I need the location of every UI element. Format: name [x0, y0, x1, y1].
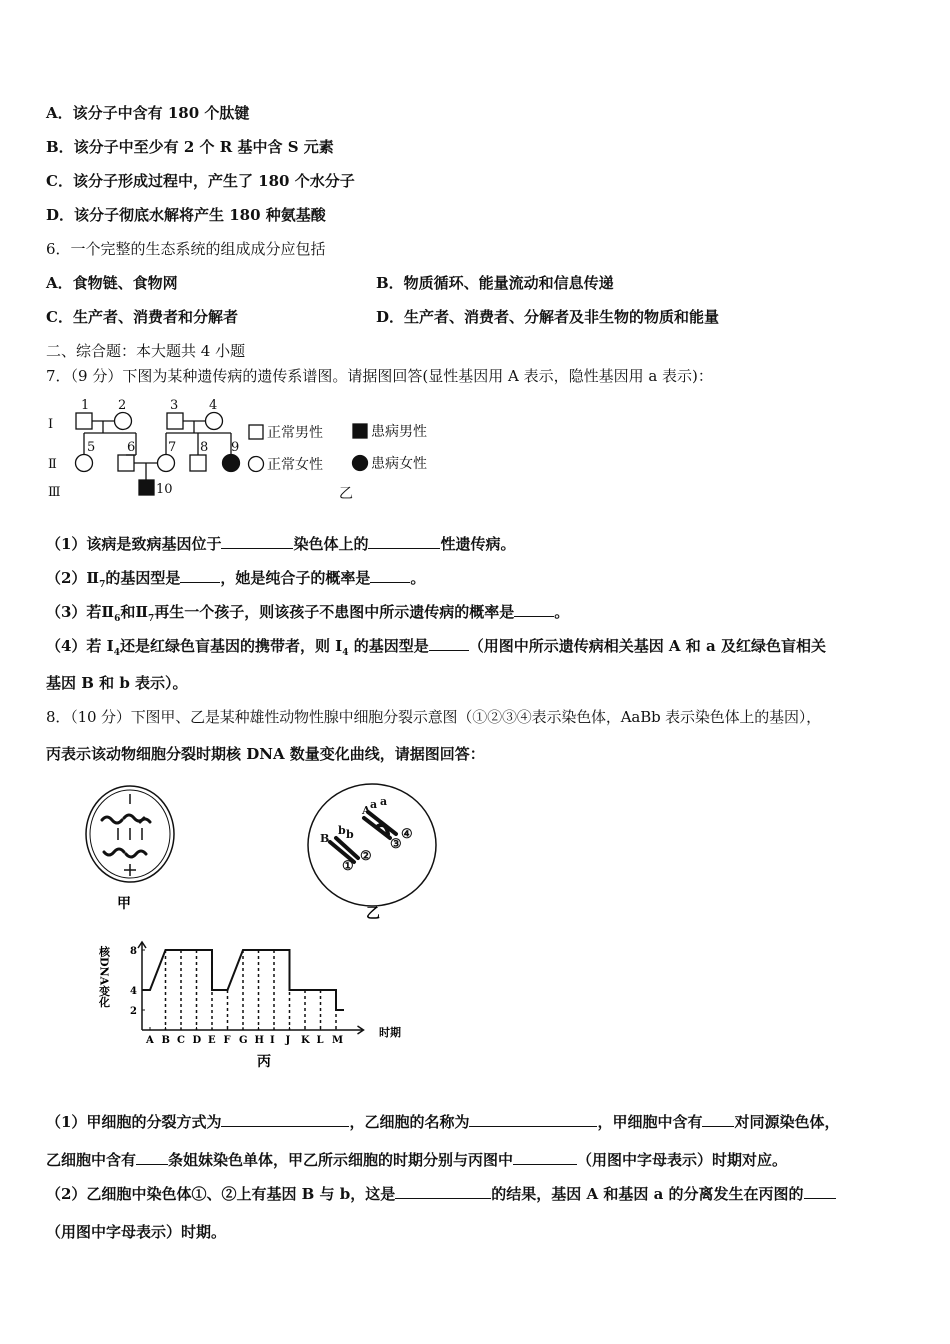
id-5: 5 [87, 440, 96, 455]
q8-stem-2: 丙表示该动物细胞分裂时期核 DNA 数量变化曲线，请据图回答： [46, 745, 485, 763]
q8-stem-1: 8．（10 分）下图甲、乙是某种雄性动物性腺中细胞分裂示意图（①②③④表示染色体，AaBb 表示染色体上的基因）， [46, 708, 822, 726]
q8-part2-cont: （用图中字母表示）时期。 [46, 1223, 227, 1241]
q6-option-a: A．食物链、食物网 [46, 274, 178, 292]
answer-blank[interactable] [221, 534, 293, 549]
q7-part2: $(2)Ⅱ_7$的基因型是 ，她是纯合子的概率是 。 [46, 569, 426, 590]
pedigree-individual-10 [139, 480, 154, 495]
section-heading: 二、综合题：本大题共 4 小题 [46, 342, 246, 360]
x-tick-label: M [332, 1035, 344, 1046]
pedigree-individual-4 [206, 413, 223, 430]
cell-figure-yi [302, 780, 442, 920]
x-tick-label: A [146, 1035, 154, 1046]
answer-blank[interactable] [136, 1150, 168, 1165]
answer-blank[interactable] [429, 636, 469, 651]
q6-option-d: D．生产者、消费者、分解者及非生物的物质和能量 [376, 308, 720, 326]
answer-blank[interactable] [513, 1150, 577, 1165]
q7-part1: （1）该病是致病基因位于 染色体上的 性遗传病。 [46, 535, 516, 553]
gene-label-b-lower-2: b [346, 828, 354, 841]
pedigree-individual-5 [76, 455, 93, 472]
legend-normal-female: 正常女性 [267, 457, 323, 473]
legend-affected-male-icon [353, 424, 367, 438]
legend-affected-female-icon [353, 456, 368, 471]
chromosome-label-2: ② [360, 849, 372, 864]
x-tick-label: I [270, 1035, 275, 1046]
legend-affected-female: 患病女性 [371, 456, 427, 472]
legend-affected-male: 患病男性 [371, 424, 427, 440]
pedigree-individual-1 [76, 413, 92, 429]
x-tick-label: C [177, 1035, 185, 1046]
q6-stem: 6．一个完整的生态系统的组成成分应包括 [46, 240, 326, 258]
y-tick-label: 2 [130, 1006, 137, 1017]
chromosome-label-1: ① [342, 859, 354, 874]
q5-option-b: B．该分子中至少有 2 个 R 基中含 S 元素 [46, 138, 334, 156]
answer-blank[interactable] [180, 568, 220, 583]
q5-option-a: A．该分子中含有 180 个肽键 [46, 104, 250, 122]
q8-part2: （2）乙细胞中染色体①、②上有基因 B 与 b，这是 的结果，基因 A 和基因 a 的分离发生在丙图的 [46, 1184, 836, 1204]
answer-blank[interactable] [370, 568, 410, 583]
answer-blank[interactable] [514, 602, 554, 617]
legend-normal-male-icon [249, 425, 263, 439]
pedigree-individual-6 [118, 455, 134, 471]
x-tick-label: J [285, 1035, 291, 1046]
id-6: 6 [127, 440, 136, 455]
answer-blank[interactable] [368, 534, 440, 549]
pedigree-individual-9 [223, 455, 240, 472]
x-tick-label: E [208, 1035, 216, 1046]
q8-part1: （1）甲细胞的分裂方式为 ，乙细胞的名称为 ，甲细胞中含有 对同源染色体， [46, 1113, 840, 1131]
pedigree-individual-3 [167, 413, 183, 429]
x-tick-label: L [316, 1035, 324, 1046]
fig-bing-caption: 丙 [257, 1054, 271, 1070]
answer-blank[interactable] [221, 1112, 349, 1127]
id-4: 4 [209, 398, 218, 413]
pedigree-caption: 乙 [339, 486, 353, 502]
id-9: 9 [231, 440, 240, 455]
gene-label-b-lower-1: b [338, 824, 346, 837]
x-tick-label: G [239, 1035, 248, 1046]
pedigree-individual-7 [158, 455, 175, 472]
fig-jia-caption: 甲 [117, 896, 131, 912]
pedigree-individual-2 [115, 413, 132, 430]
cell-figure-jia [80, 784, 180, 914]
id-8: 8 [200, 440, 209, 455]
q7-stem: 7．（9 分）下图为某种遗传病的遗传系谱图。请据图回答(显性基因用 A 表示，隐性基因用 a 表示)： [46, 367, 713, 385]
gen-label-2: Ⅱ [48, 457, 57, 472]
chromosome-label-4: ④ [401, 827, 413, 842]
q8-part1-cont: 乙细胞中含有 条姐妹染色单体，甲乙所示细胞的时期分别与丙图中 （用图中字母表示）时期对应。 [46, 1151, 788, 1169]
gene-label-a-lower-1: a [370, 798, 378, 811]
gene-label-a-lower-2: a [380, 795, 388, 808]
answer-blank[interactable] [469, 1112, 597, 1127]
q5-option-d: D．该分子彻底水解将产生 180 种氨基酸 [46, 206, 326, 224]
y-tick-label: 8 [130, 946, 137, 957]
answer-blank[interactable] [804, 1184, 836, 1199]
q5-option-c: C．该分子形成过程中，产生了 180 个水分子 [46, 172, 355, 190]
answer-blank[interactable] [395, 1184, 491, 1199]
pedigree-chart [46, 394, 466, 504]
id-7: 7 [168, 440, 177, 455]
gen-label-3: Ⅲ [48, 485, 61, 500]
chart-x-label: 时期 [379, 1026, 401, 1039]
x-tick-label: K [301, 1035, 310, 1046]
q7-part4-cont: 基因 B 和 b 表示）。 [46, 674, 188, 692]
legend-normal-male: 正常男性 [267, 425, 323, 441]
y-tick-label: 4 [130, 986, 137, 997]
id-2: 2 [118, 398, 127, 413]
q7-part4: （4）若 $I_4$还是红绿色盲基因的携带者，则 $I_4$ 的基因型是 （用图中所示遗传病相关基因 A 和 a 及红绿色盲相关 [46, 637, 826, 658]
x-tick-label: B [161, 1035, 170, 1046]
x-tick-label: F [223, 1035, 231, 1046]
chromosome-label-3: ③ [390, 837, 402, 852]
id-3: 3 [170, 398, 179, 413]
dna-line-chart [97, 932, 430, 1072]
id-1: 1 [81, 398, 90, 413]
gene-label-b-upper: B [320, 832, 330, 845]
q6-option-c: C．生产者、消费者和分解者 [46, 308, 238, 326]
gene-label-a-upper: A [362, 804, 371, 817]
x-tick-label: D [192, 1035, 202, 1046]
legend-normal-female-icon [249, 457, 264, 472]
answer-blank[interactable] [702, 1112, 734, 1127]
x-tick-label: H [254, 1035, 264, 1046]
fig-yi-caption: 乙 [366, 906, 380, 922]
q7-part3: （3）若$Ⅱ_6$和$Ⅱ_7$再生一个孩子，则该孩子不患图中所示遗传病的概率是 。 [46, 603, 570, 624]
chart-y-label: 核DNA变化 [97, 946, 111, 1008]
id-10: 10 [156, 482, 173, 497]
gen-label-1: Ⅰ [48, 417, 54, 432]
q6-option-b: B．物质循环、能量流动和信息传递 [376, 274, 614, 292]
pedigree-individual-8 [190, 455, 206, 471]
